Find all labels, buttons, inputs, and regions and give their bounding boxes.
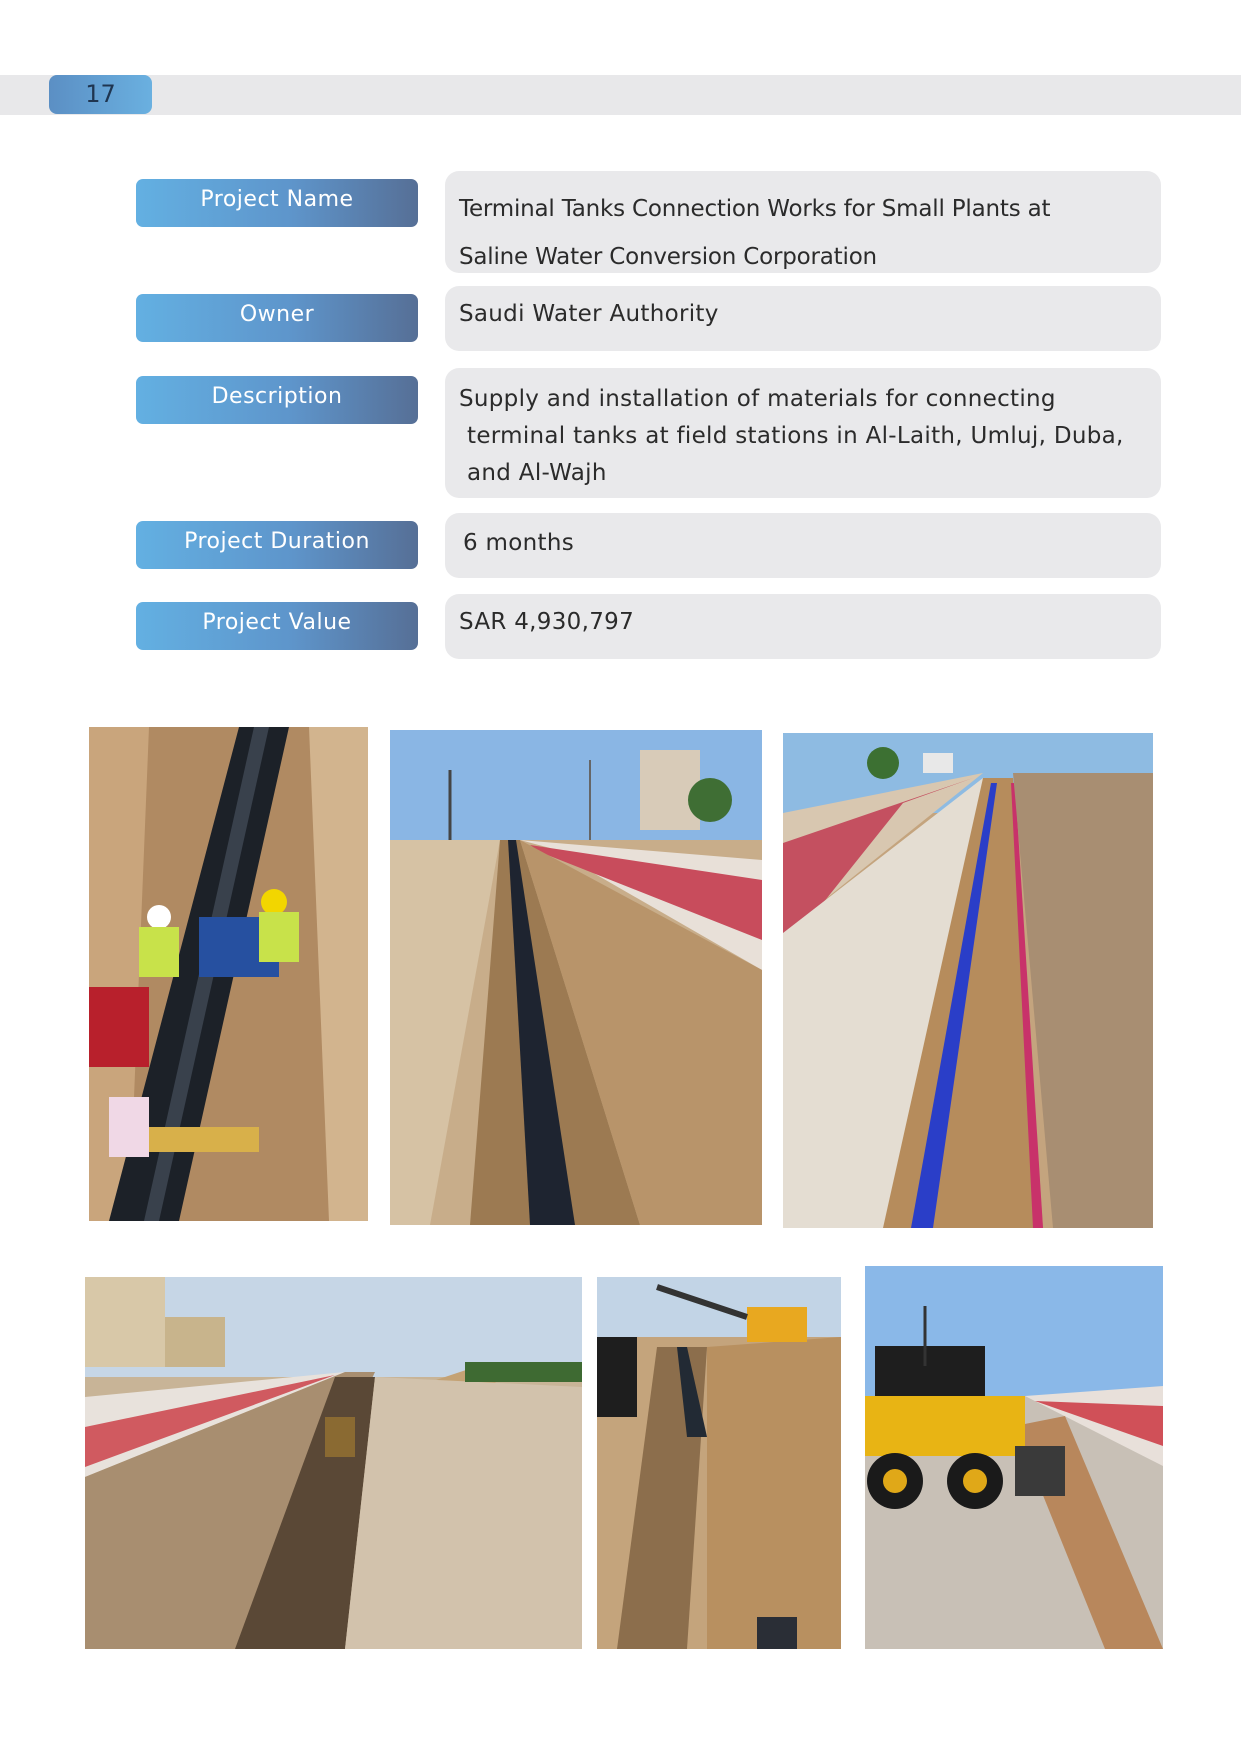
photo-road-trench-sand <box>85 1277 582 1649</box>
value-description-line-1: Supply and installation of materials for connecting <box>459 386 1056 412</box>
photo-skid-steer-loader <box>865 1266 1163 1649</box>
value-project-duration: 6 months <box>445 513 1161 578</box>
photo-pipe-welding <box>89 727 368 1221</box>
label-owner: Owner <box>136 294 418 342</box>
label-project-duration: Project Duration <box>136 521 418 569</box>
label-project-value: Project Value <box>136 602 418 650</box>
value-description <box>445 368 1161 498</box>
value-description-line-3: and Al-Wajh <box>467 460 607 486</box>
page-number: 17 <box>49 75 152 114</box>
photo-excavator-lowering-pipe <box>597 1277 841 1649</box>
value-project-name <box>445 171 1161 273</box>
label-project-name: Project Name <box>136 179 418 227</box>
photo-trench-pipe <box>390 730 762 1225</box>
value-description-line-2: terminal tanks at field stations in Al-Laith, Umluj, Duba, <box>467 423 1124 449</box>
value-project-value: SAR 4,930,797 <box>445 594 1161 659</box>
value-project-name-line-1: Terminal Tanks Connection Works for Small Plants at <box>459 196 1051 222</box>
value-owner: Saudi Water Authority <box>445 286 1161 351</box>
value-project-name-line-2: Saline Water Conversion Corporation <box>459 244 877 270</box>
photo-trench-blue-tape <box>783 733 1153 1228</box>
label-description: Description <box>136 376 418 424</box>
header-bar <box>0 75 1241 115</box>
